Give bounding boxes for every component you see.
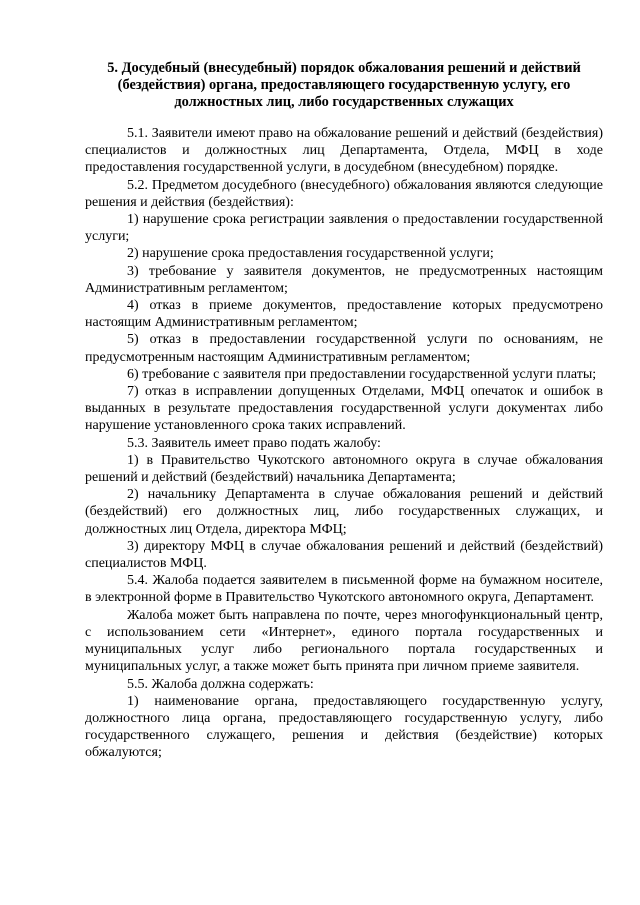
list-item-5-2-2: 2) нарушение срока предоставления государственной услуги; [127, 246, 494, 262]
list-item-5-2-6: 6) требование с заявителя при предоставлении государственной услуги платы; [127, 366, 597, 382]
paragraph-5-4: 5.4. Жалоба подается заявителем в письменной форме на бумажном носителе, в электронной форме в Правительство Чукотского автономного округа, Департамент. [85, 573, 603, 606]
paragraph-5-3: 5.3. Заявитель имеет право подать жалобу: [127, 435, 381, 451]
document-page [85, 60, 603, 762]
document-body [85, 125, 603, 762]
list-item-5-3-3: 3) директору МФЦ в случае обжалования решений и действий (бездействий) специалистов МФЦ. [85, 538, 603, 572]
paragraph-5-5: 5.5. Жалоба должна содержать: [127, 676, 314, 692]
list-item-5-5-1: 1) наименование органа, предоставляющего государственную услугу, должностного лица органа, предоставляющего государственную услугу, либо государственного служащего, решения и действия (бездействие) которых обжалуются; [85, 693, 603, 761]
list-item-5-2-3: 3) требование у заявителя документов, не предусмотренных настоящим Административным регламентом; [85, 263, 603, 296]
paragraph-5-2: 5.2. Предметом досудебного (внесудебного) обжалования являются следующие решения и действия (бездействия): [85, 177, 603, 210]
list-item-5-3-1: 1) в Правительство Чукотского автономного округа в случае обжалования решений и действий (бездействий) начальника Департамента; [85, 452, 603, 486]
list-item-5-2-7: 7) отказ в исправлении допущенных Отделами, МФЦ опечаток и ошибок в выданных в результате предоставления государственной услуги документах либо нарушение установленного срока таких исправлений. [85, 384, 603, 434]
list-item-5-3-2: 2) начальнику Департамента в случае обжалования решений и действий (бездействий) его должностных лиц, либо государственных служащих, и должностных лиц Отдела, директора МФЦ; [85, 487, 603, 537]
paragraph-5-1: 5.1. Заявители имеют право на обжалование решений и действий (бездействия) специалистов и должностных лиц Департамента, Отдела, МФЦ в ходе предоставления государственной услуги, в досудебном (внесудебном) порядке. [85, 126, 603, 176]
paragraph-5-4-delivery: Жалоба может быть направлена по почте, через многофункциональный центр, с использованием сети «Интернет», единого портала государственных и муниципальных услуг либо регионального портала государственных и муниципальных услуг, а также может быть принята при личном приеме заявителя. [85, 607, 603, 675]
list-item-5-2-1: 1) нарушение срока регистрации заявления о предоставлении государственной услуги; [85, 212, 603, 245]
list-item-5-2-4: 4) отказ в приеме документов, предоставление которых предусмотрено настоящим Административным регламентом; [85, 298, 603, 331]
section-title: 5. Досудебный (внесудебный) порядок обжалования решений и действий (бездействия) органа, предоставляющего государственную услугу, его должностных лиц, либо государственных служащих [107, 60, 581, 110]
list-item-5-2-5: 5) отказ в предоставлении государственной услуги по основаниям, не предусмотренным настоящим Административным регламентом; [85, 332, 603, 365]
